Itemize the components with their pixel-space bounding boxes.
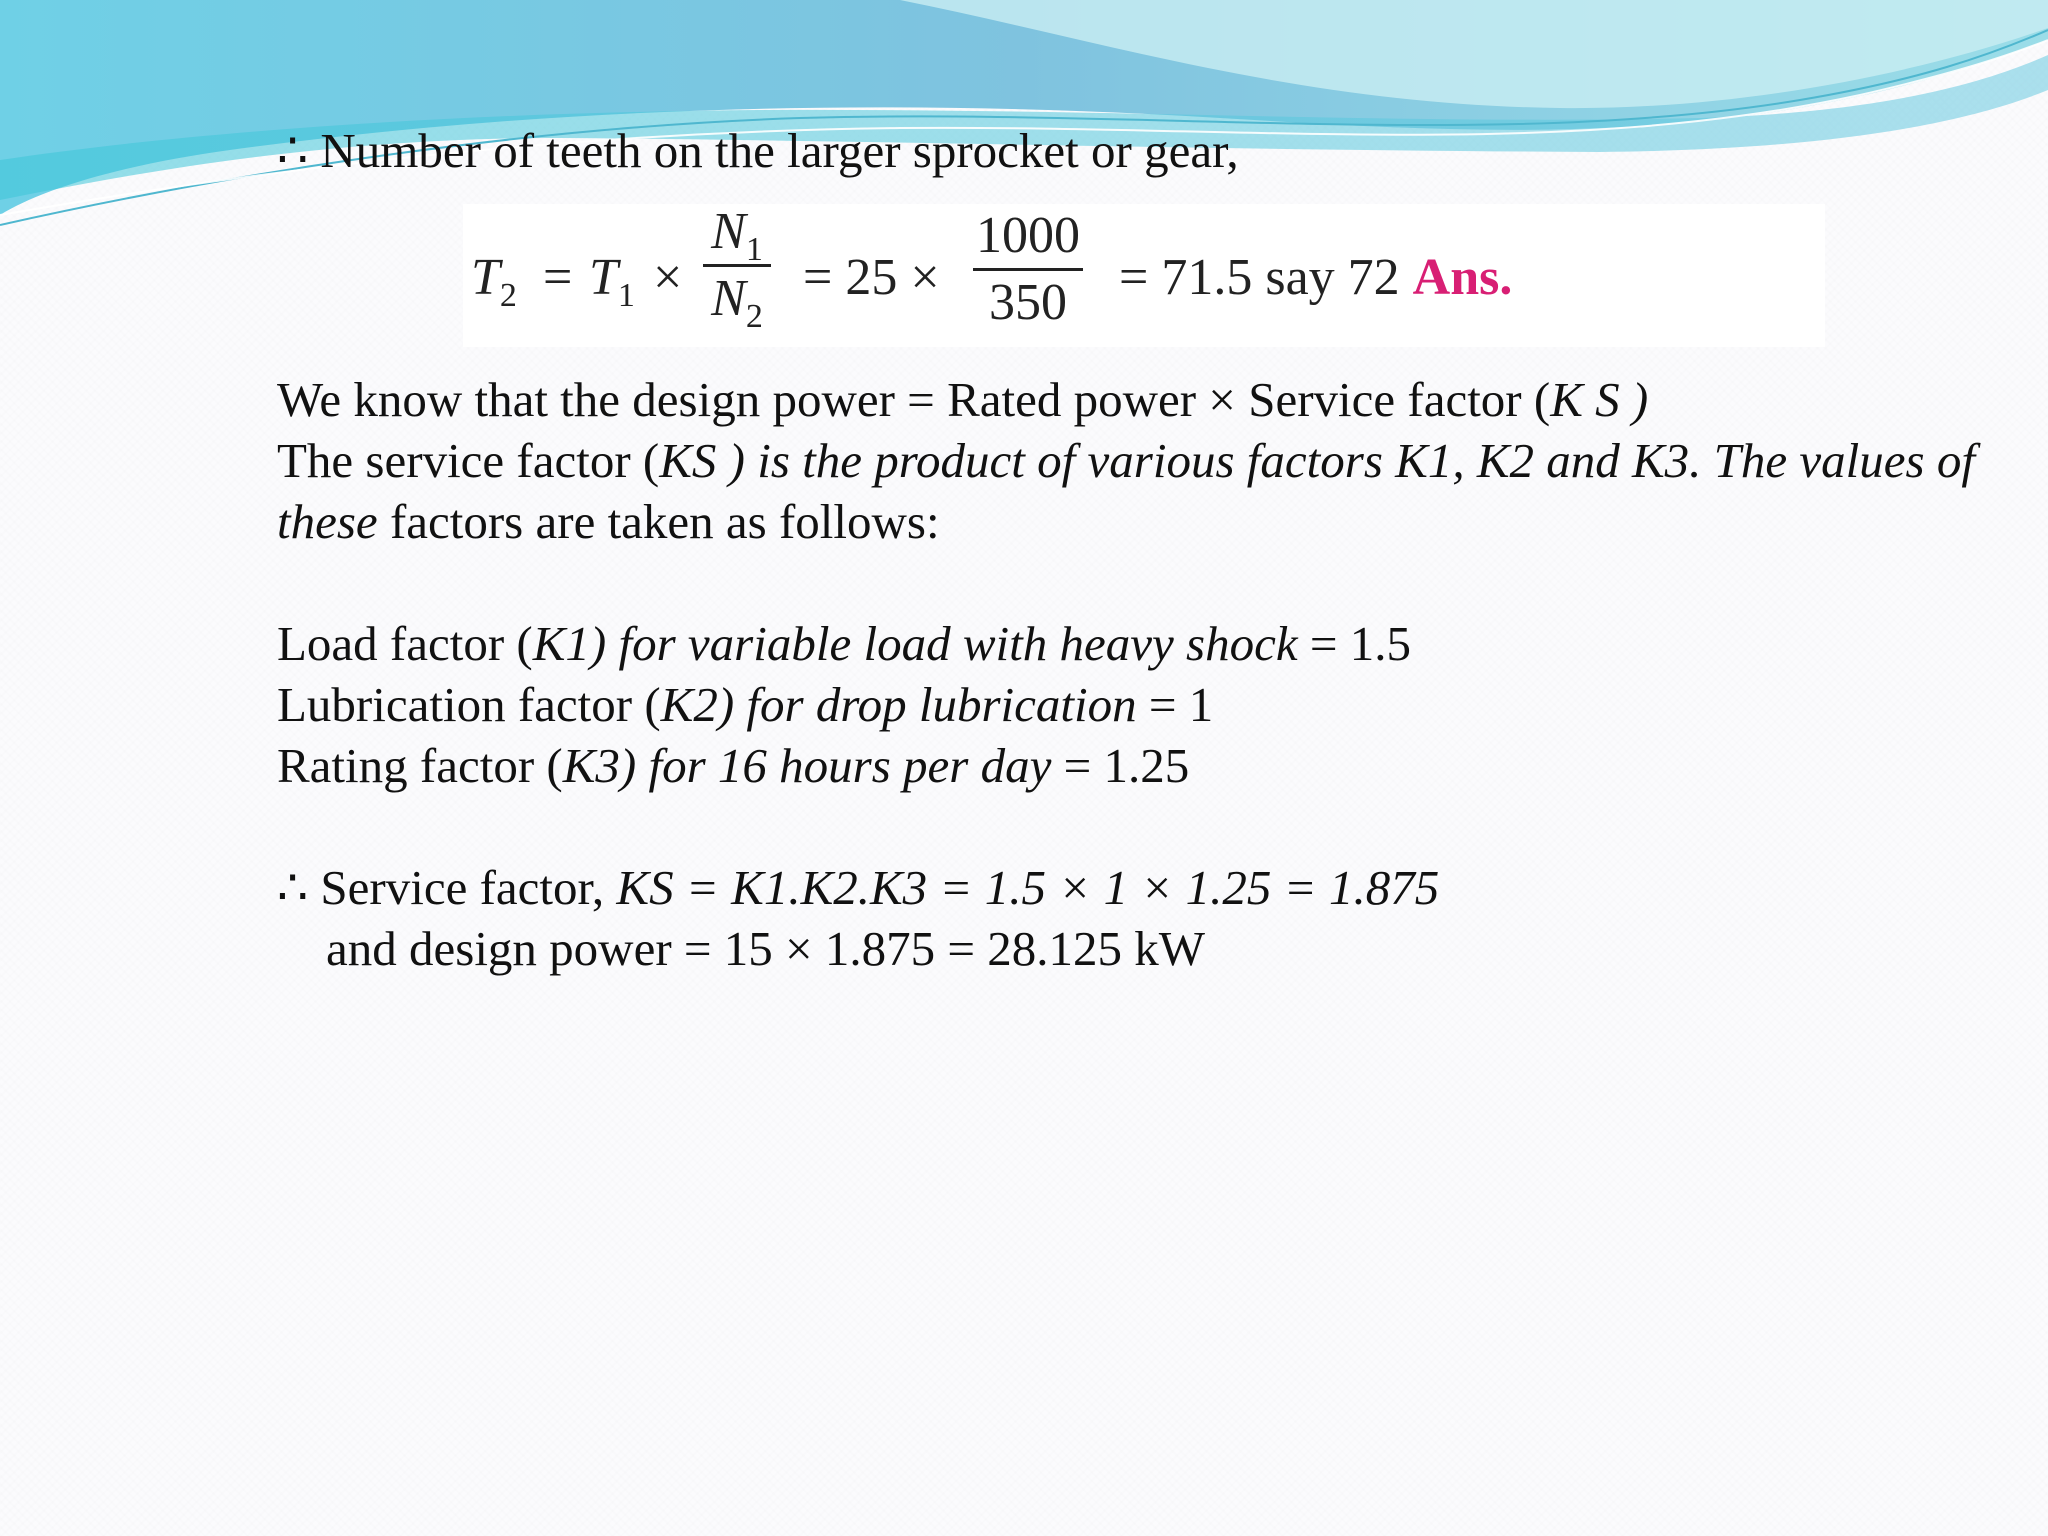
speed-ratio-fraction	[703, 203, 771, 335]
equation-times: ×	[653, 249, 683, 306]
equation-times-25: = 25 ×	[803, 249, 940, 306]
teeth-equation	[463, 204, 1825, 347]
service-factor-calculation: ∴ Service factor, KS = K1.K2.K3 = 1.5 × 1 × 1.25 = 1.875	[277, 860, 1440, 915]
fraction-denominator: 350	[989, 274, 1067, 331]
design-power-line: We know that the design power = Rated power × Service factor (K S )	[277, 372, 1649, 427]
fraction-denominator: $N_2$	[711, 270, 763, 335]
factor-line-load: Load factor (K1) for variable load with heavy shock = 1.5	[277, 616, 1411, 671]
heading-line: ∴ Number of teeth on the larger sprocket or gear,	[277, 123, 1239, 178]
value-fraction	[973, 207, 1083, 331]
fraction-bar	[973, 268, 1083, 271]
fraction-numerator: $N_1$	[711, 203, 763, 268]
service-factor-paragraph: The service factor (KS ) is the product of various factors K1, K2 and K3. The values of these factors are taken as follows:	[277, 433, 1975, 549]
answer-label: Ans.	[1412, 249, 1513, 306]
factor-line-lubrication: Lubrication factor (K2) for drop lubrication = 1	[277, 677, 1214, 732]
factor-line-rating: Rating factor (K3) for 16 hours per day = 1.25	[277, 738, 1190, 793]
design-power-calculation: and design power = 15 × 1.875 = 28.125 kW	[326, 921, 1206, 976]
equation-result: = 71.5 say 72 Ans.	[1119, 249, 1513, 306]
equation-t1: $T_1$	[589, 249, 635, 314]
fraction-numerator: 1000	[976, 207, 1080, 264]
slide-content	[277, 120, 1997, 979]
equation-lhs: $T_2$	[471, 249, 517, 314]
equation-equals: =	[543, 249, 573, 306]
